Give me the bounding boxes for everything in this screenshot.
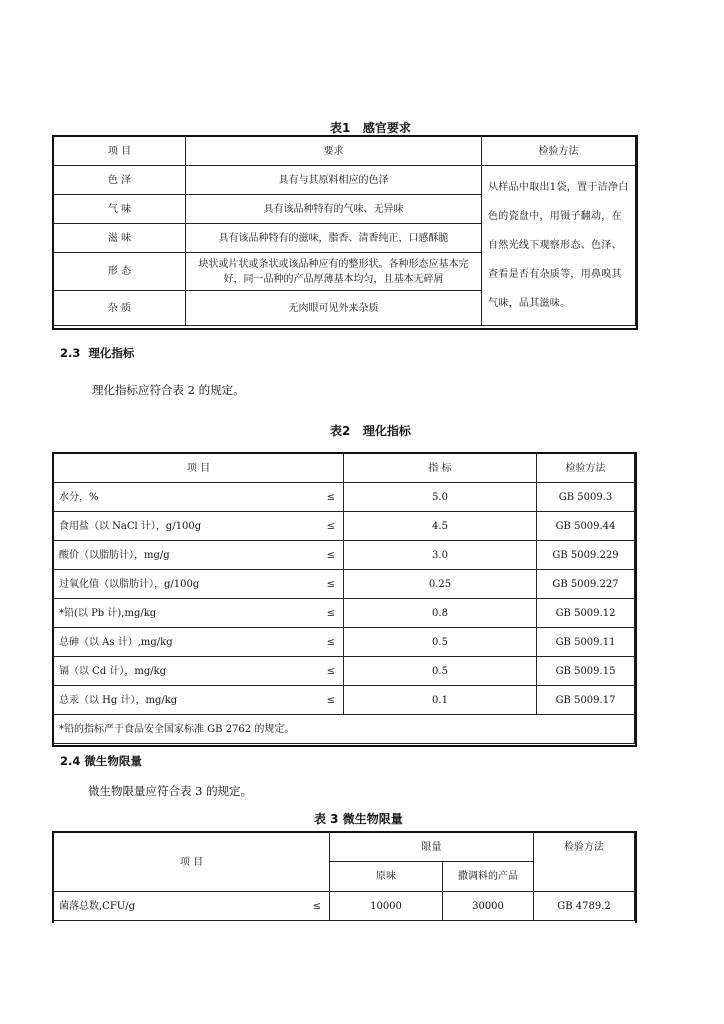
table3-header-seasoned: 撒调料的产品 [443,862,534,892]
table2-row-method: GB 5009.11 [537,628,635,657]
table3-row-item: 菌落总数,CFU/g [54,892,285,921]
table1-row-requirement: 块状或片状或条状或该品种应有的整形状。各种形态应基本完好，同一品种的产品厚薄基本均匀，且基本无碎屑 [186,253,482,291]
table2-row-method: GB 5009.44 [537,512,635,541]
table1-row-item: 滋 味 [54,224,186,253]
table3-header-item: 项 目 [54,833,330,892]
table1 [53,136,636,326]
table2-row-method: GB 5009.229 [537,541,635,570]
table1-row-item: 气 味 [54,195,186,224]
table2-row-op: ≤ [297,657,344,686]
table2-row-item: *铅(以 Pb 计),mg/kg [54,599,297,628]
table1-row-requirement: 具有该品种特有的滋味，脂香、清香纯正，口感酥脆 [186,224,482,253]
table2-row-method: GB 5009.3 [537,483,635,512]
table2-row-method: GB 5009.12 [537,599,635,628]
table2-row-item: 水分，% [54,483,297,512]
table2-row-value: 0.8 [344,599,537,628]
table1-row-requirement: 无肉眼可见外来杂质 [186,291,482,326]
table3-header-method: 检验方法 [534,833,635,892]
table2-row-op: ≤ [297,541,344,570]
table1-row-requirement: 具有该品种特有的气味、无异味 [186,195,482,224]
section-2-3-text: 理化指标应符合表 2 的规定。 [92,383,245,397]
section-2-4-title: 2.4 微生物限量 [60,754,142,768]
table2-header-item: 项 目 [54,454,344,483]
table2-row-item: 总汞（以 Hg 计），mg/kg [54,686,297,715]
table2-row-value: 0.25 [344,570,537,599]
table2-row-method: GB 5009.15 [537,657,635,686]
table2-header-value: 指 标 [344,454,537,483]
section-2-3-title: 2.3 理化指标 [60,346,135,360]
table2-row-op: ≤ [297,686,344,715]
table2-note: *铅的指标严于食品安全国家标准 GB 2762 的规定。 [54,715,635,744]
table1-header-requirement: 要求 [186,137,482,166]
table2-caption: 表2 理化指标 [330,424,411,438]
table2-row-op: ≤ [297,628,344,657]
table3-row-op: ≤ [285,892,330,921]
table2-row-value: 3.0 [344,541,537,570]
table2-row-op: ≤ [297,570,344,599]
table2-row-value: 0.1 [344,686,537,715]
table2-row-value: 5.0 [344,483,537,512]
table2-row-value: 0.5 [344,657,537,686]
table1-row-item: 色 泽 [54,166,186,195]
table3 [53,832,635,921]
table3-caption: 表 3 微生物限量 [314,812,403,826]
table2-row-item: 镉（以 Cd 计），mg/kg [54,657,297,686]
table3-row-method: GB 4789.2 [534,892,635,921]
table2-row-item: 酸价（以脂肪计），mg/g [54,541,297,570]
table2-row-item: 过氧化值（以脂肪计），g/100g [54,570,297,599]
table2-row-value: 4.5 [344,512,537,541]
table2-row-item: 食用盐（以 NaCl 计），g/100g [54,512,297,541]
table2-row-method: GB 5009.227 [537,570,635,599]
table2-row-op: ≤ [297,599,344,628]
table1-caption: 表1 感官要求 [330,121,411,135]
table1-method-text: 从样品中取出1袋，置于洁净白色的瓷盘中，用镊子翻动，在自然光线下观察形态、色泽、查看是否有杂质等，用鼻嗅其气味，品其滋味。 [482,166,636,326]
table2-row-op: ≤ [297,512,344,541]
table3-row-original: 10000 [330,892,443,921]
section-2-4-text: 微生物限量应符合表 3 的规定。 [88,784,253,798]
table1-row-requirement: 具有与其原料相应的色泽 [186,166,482,195]
table1-row-item: 杂 质 [54,291,186,326]
table2-row-item: 总砷（以 As 计）,mg/kg [54,628,297,657]
table3-header-original: 原味 [330,862,443,892]
table1-row-item: 形 态 [54,253,186,291]
table2 [53,453,635,744]
table2-row-op: ≤ [297,483,344,512]
table2-row-value: 0.5 [344,628,537,657]
table1-header-method: 检验方法 [482,137,636,166]
table2-header-method: 检验方法 [537,454,635,483]
table1-header-item: 项 目 [54,137,186,166]
table3-row-seasoned: 30000 [443,892,534,921]
table3-header-limit: 限量 [330,833,534,862]
table2-row-method: GB 5009.17 [537,686,635,715]
